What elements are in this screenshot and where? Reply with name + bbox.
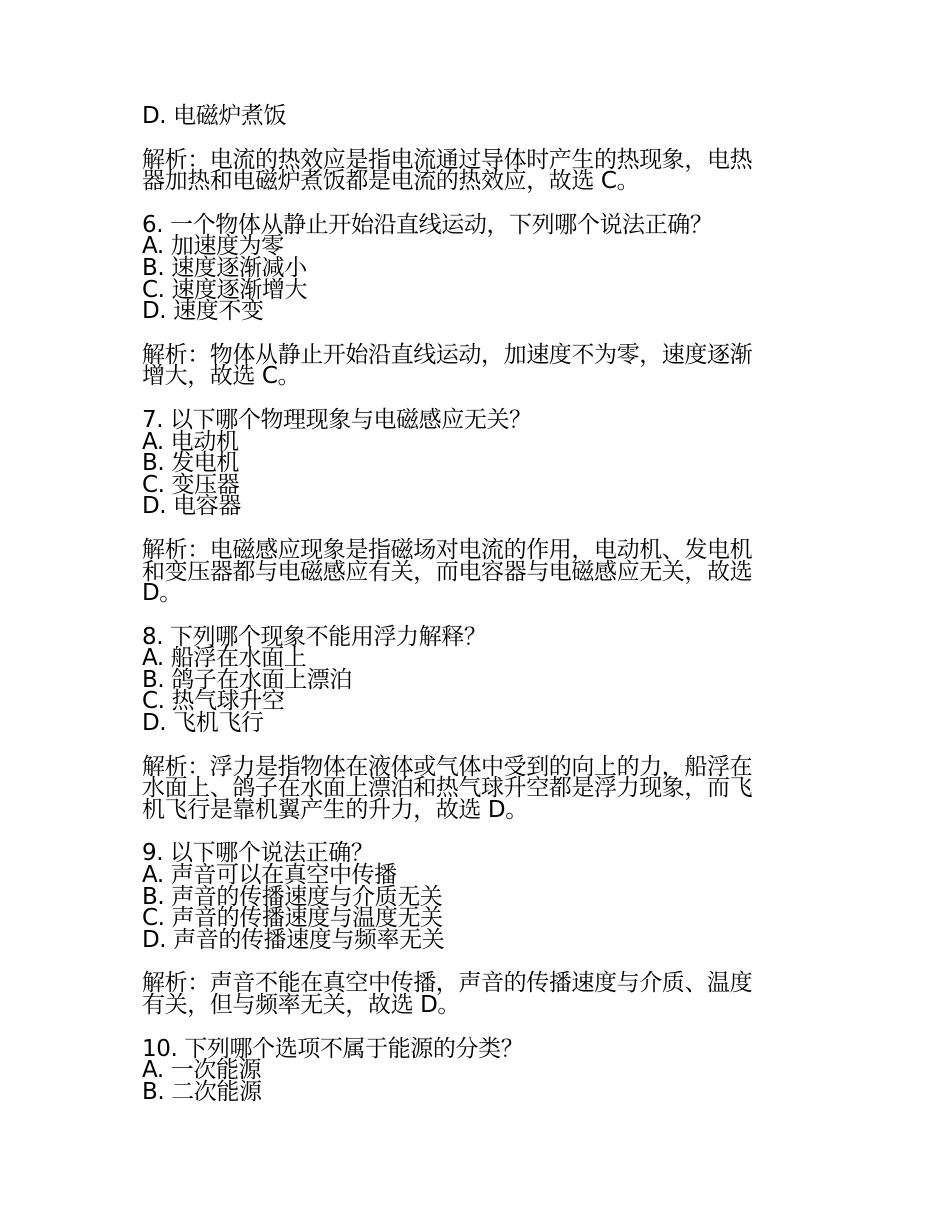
text-line: 解析：声音不能在真空中传播，声音的传播速度与介质、温度 (142, 970, 753, 997)
text-line: B. 二次能源 (142, 1078, 262, 1105)
text-line: 8. 下列哪个现象不能用浮力解释？ (142, 623, 487, 650)
text-line: B. 声音的传播速度与介质无关 (142, 883, 443, 910)
answer-option (142, 450, 814, 477)
text-line: D. 速度不变 (142, 298, 264, 325)
text-line: A. 船浮在水面上 (142, 645, 307, 672)
text-line: A. 加速度为零 (142, 233, 284, 260)
answer-option (142, 471, 814, 498)
answer-option (142, 710, 814, 737)
analysis-paragraph (142, 146, 814, 195)
text-line: 水面上、鸽子在水面上漂泊和热气球升空都是浮力现象，而飞 (142, 775, 753, 802)
text-line: B. 鸽子在水面上漂泊 (142, 666, 353, 693)
text-line: 解析：浮力是指物体在液体或气体中受到的向上的力，船浮在 (142, 753, 753, 780)
answer-option (142, 298, 814, 325)
text-line: 9. 以下哪个说法正确？ (142, 840, 374, 867)
text-line: C. 速度逐渐增大 (142, 276, 308, 303)
answer-option (142, 428, 814, 455)
document-page (142, 103, 814, 1105)
text-line: C. 声音的传播速度与温度无关 (142, 905, 443, 932)
analysis-paragraph (142, 341, 814, 390)
text-line: 6. 一个物体从静止开始沿直线运动，下列哪个说法正确？ (142, 211, 713, 238)
analysis-paragraph (142, 753, 814, 823)
text-line: 10. 下列哪个选项不属于能源的分类？ (142, 1035, 524, 1062)
text-line: A. 声音可以在真空中传播 (142, 862, 397, 889)
text-line: 解析：电磁感应现象是指磁场对电流的作用，电动机、发电机 (142, 536, 753, 563)
analysis-paragraph (142, 970, 814, 1018)
text-line: A. 一次能源 (142, 1057, 262, 1084)
text-line: A. 电动机 (142, 428, 239, 455)
text-line: 和变压器都与电磁感应有关，而电容器与电磁感应无关，故选 (142, 558, 753, 585)
text-line: D. 电容器 (142, 493, 241, 520)
text-line: 器加热和电磁炉煮饭都是电流的热效应，故选 C。 (142, 168, 640, 195)
text-line: 机飞行是靠机翼产生的升力，故选 D。 (142, 796, 528, 823)
text-line: D. 飞机飞行 (142, 710, 264, 737)
text-line: 有关，但与频率无关，故选 D。 (142, 992, 461, 1018)
answer-option (142, 103, 814, 129)
text-line: D. 声音的传播速度与频率无关 (142, 926, 445, 953)
analysis-paragraph (142, 536, 814, 607)
answer-option (142, 1078, 814, 1105)
text-line: B. 发电机 (142, 450, 240, 477)
answer-option (142, 493, 814, 520)
text-line: C. 变压器 (142, 471, 240, 498)
text-line: 增大，故选 C。 (142, 363, 301, 390)
text-line: 解析：物体从静止开始沿直线运动，加速度不为零，速度逐渐 (142, 341, 753, 368)
answer-option (142, 926, 814, 953)
text-line: D。 (142, 580, 182, 607)
text-line: 解析：电流的热效应是指电流通过导体时产生的热现象，电热 (142, 146, 753, 173)
text-line: B. 速度逐渐减小 (142, 254, 307, 281)
text-line: C. 热气球升空 (142, 688, 285, 715)
text-line: 7. 以下哪个物理现象与电磁感应无关？ (142, 406, 532, 433)
text-line: D. 电磁炉煮饭 (142, 103, 287, 129)
question-text (142, 406, 814, 433)
